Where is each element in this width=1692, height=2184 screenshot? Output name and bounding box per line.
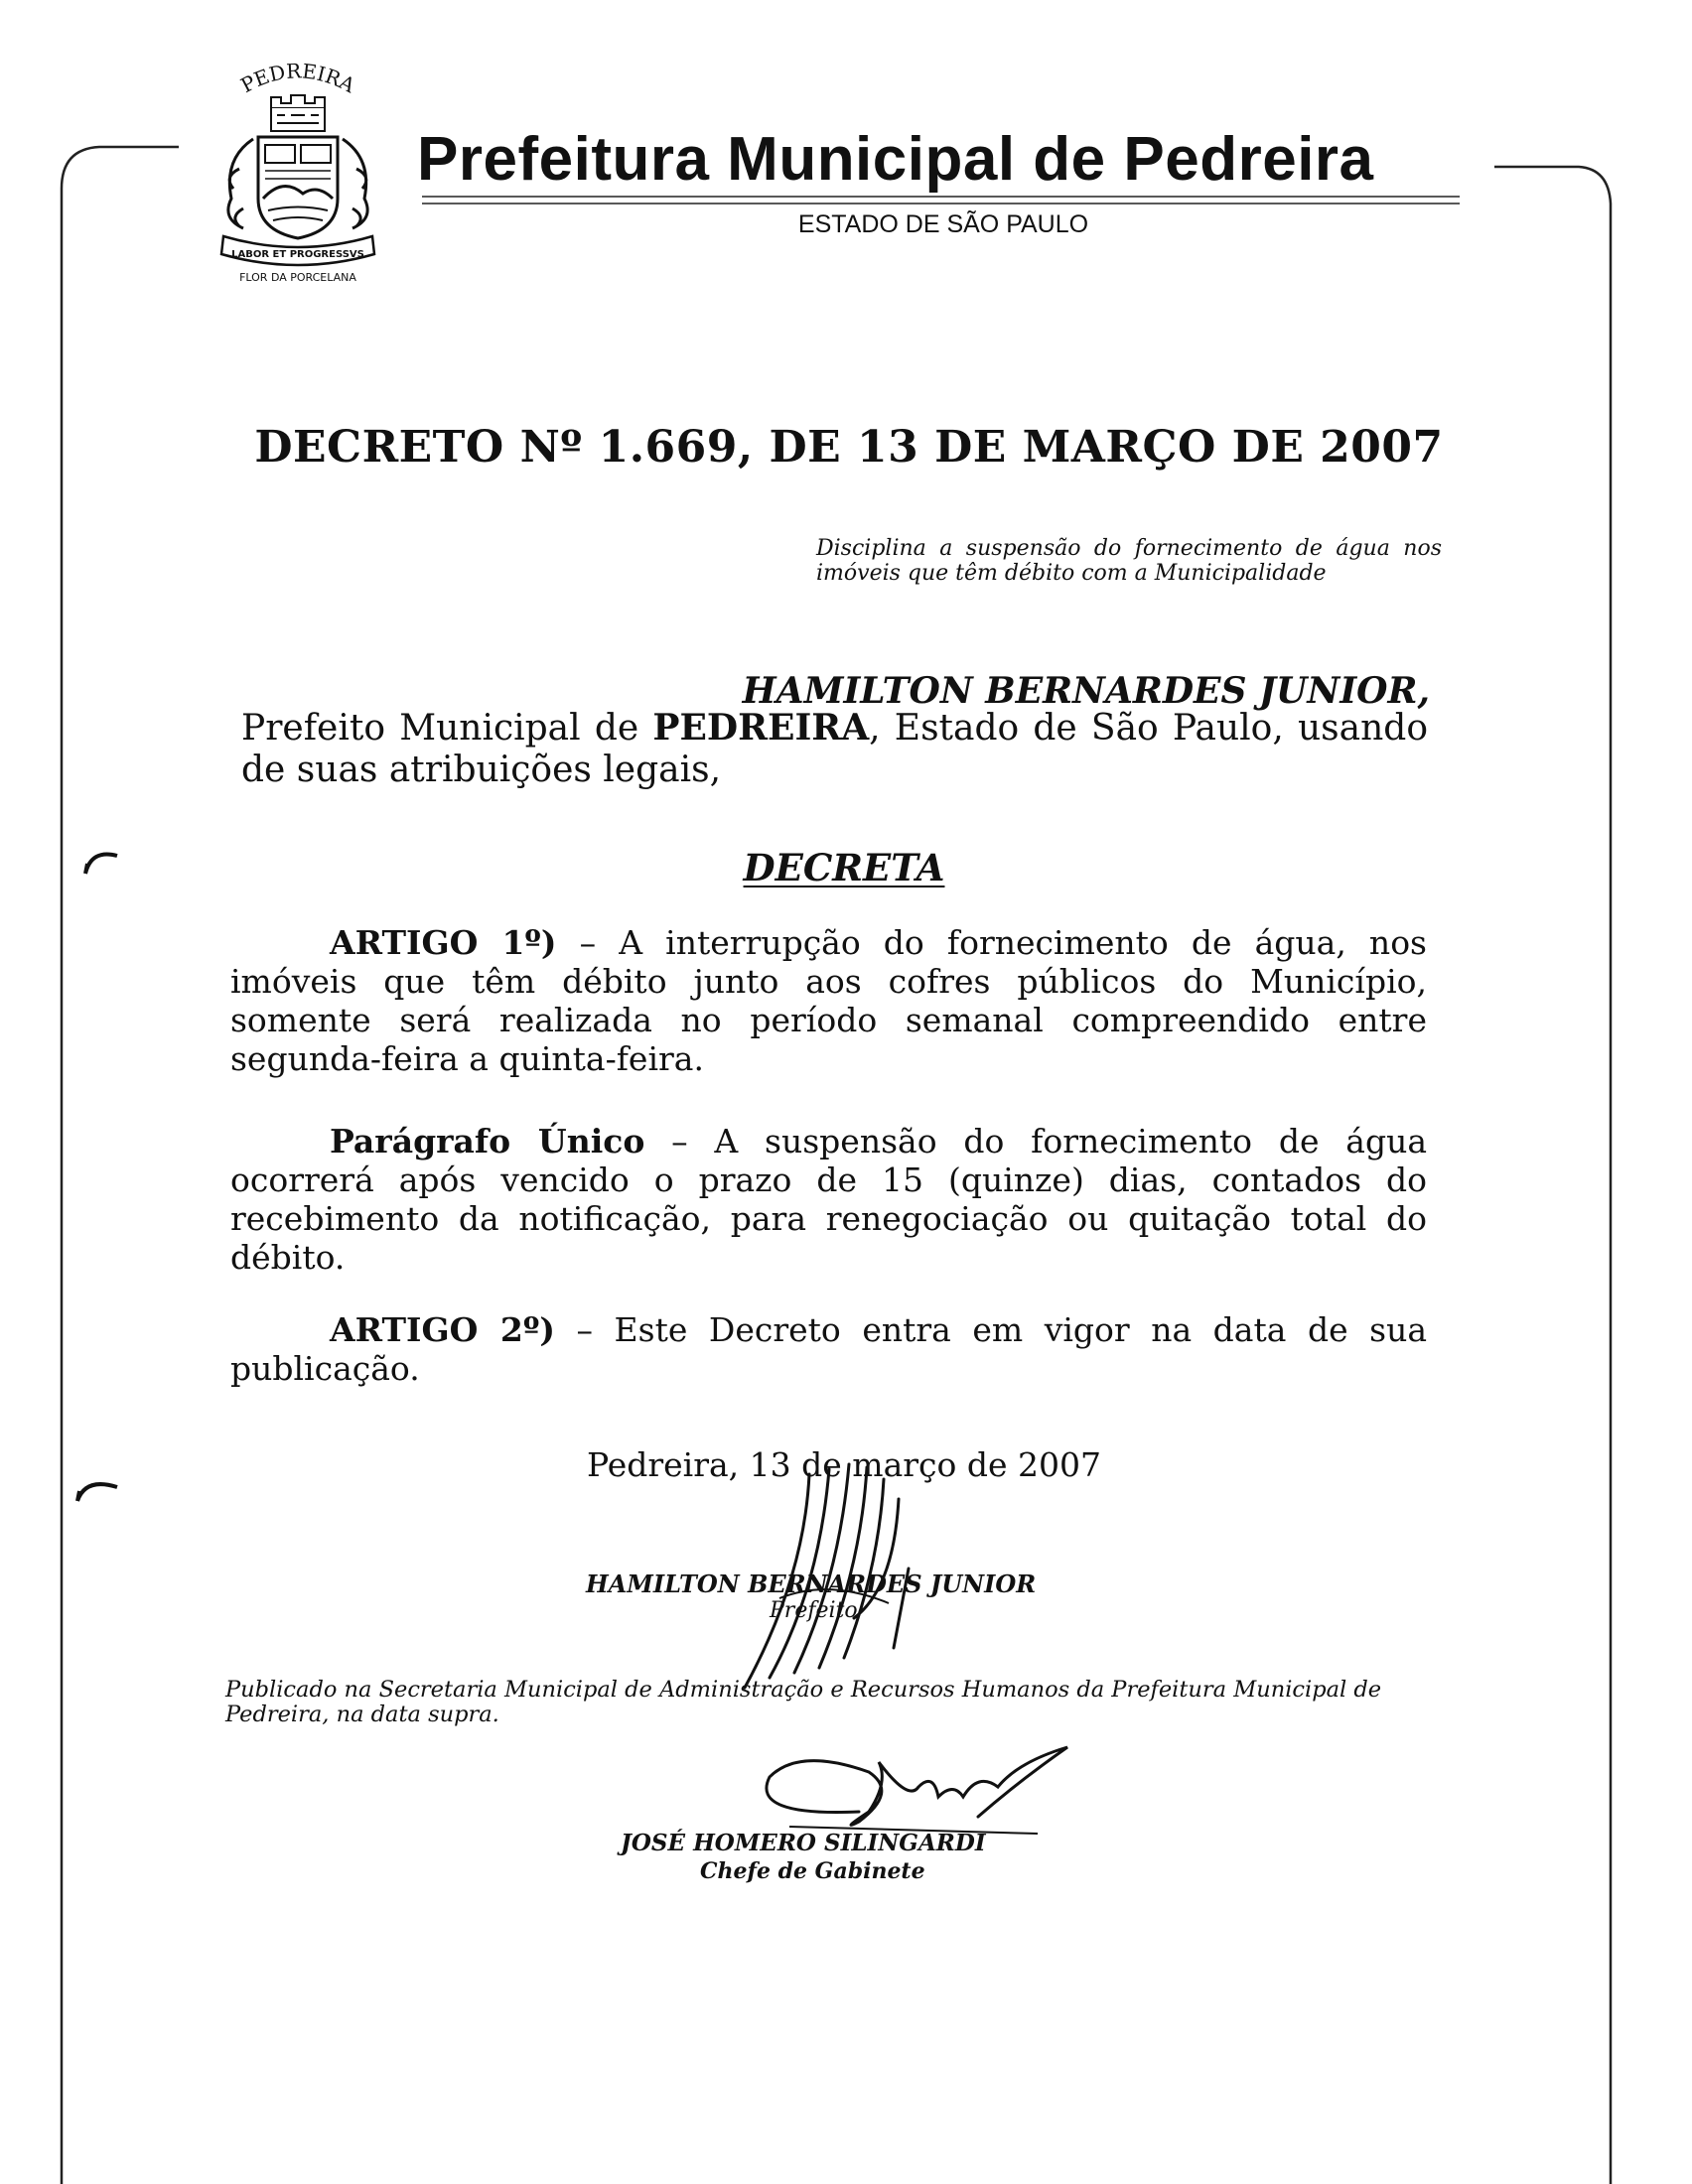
- sole-paragraph-text: – A suspensão do fornecimento de água ocorrerá após vencido o prazo de 15 (quinze) dias, contados do recebimento da notificação, para renegociação ou quitação total do débito.: [230, 1122, 1427, 1277]
- decree-ementa: Disciplina a suspensão do fornecimento de água nos imóveis que têm débito com a Municipalidade: [816, 536, 1442, 586]
- article-1: [230, 923, 1427, 1078]
- decreta-heading: DECRETA: [743, 846, 945, 889]
- crest-arch-text: PEDREIRA: [236, 60, 359, 98]
- title-underline: [422, 197, 1460, 204]
- mayor-name-heading: HAMILTON BERNARDES JUNIOR,: [742, 670, 1430, 712]
- org-title: Prefeitura Municipal de Pedreira: [417, 125, 1374, 194]
- article-1-text: – A interrupção do fornecimento de água, nos imóveis que têm débito junto aos cofres públicos do Município, somente será realizada no período semanal compreendido entre segunda-feira a quinta-feira.: [230, 923, 1427, 1078]
- article-2-label: ARTIGO 2º): [330, 1310, 555, 1349]
- article-2-text: – Este Decreto entra em vigor na data de sua publicação.: [230, 1310, 1427, 1388]
- crest-motto: LABOR ET PROGRESSVS: [231, 249, 364, 260]
- chief-signature-role: Chefe de Gabinete: [700, 1858, 925, 1884]
- decree-title: DECRETO Nº 1.669, DE 13 DE MARÇO DE 2007: [254, 422, 1444, 473]
- article-1-label: ARTIGO 1º): [330, 923, 557, 962]
- frame-right-line: [1494, 167, 1611, 2184]
- mayor-signature-name: HAMILTON BERNARDES JUNIOR: [586, 1570, 1037, 1598]
- article-2: [230, 1310, 1427, 1388]
- preamble-text: Prefeito Municipal de: [241, 708, 653, 749]
- crest-flower-label: FLOR DA PORCELANA: [239, 271, 356, 284]
- svg-text:PEDREIRA: [236, 60, 359, 97]
- mayor-signature-role: Prefeito: [770, 1598, 858, 1623]
- place-date: Pedreira, 13 de março de 2007: [587, 1445, 1101, 1484]
- publication-note: Publicado na Secretaria Municipal de Administração e Recursos Humanos da Prefeitura Municipal de Pedreira, na data supra.: [225, 1677, 1382, 1727]
- coat-of-arms-icon: [204, 60, 392, 293]
- preamble: [241, 707, 1428, 791]
- chief-signature-name: JOSÉ HOMERO SILINGARDI: [621, 1830, 986, 1856]
- sole-paragraph-label: Parágrafo Único: [330, 1122, 645, 1160]
- preamble-city: PEDREIRA: [652, 707, 870, 749]
- sole-paragraph: [230, 1122, 1427, 1277]
- preamble-text: , Estado de São Paulo, usando de suas atribuições legais,: [241, 708, 1428, 790]
- org-state: ESTADO DE SÃO PAULO: [797, 210, 1089, 238]
- binder-hole-mark: [77, 1484, 117, 1501]
- frame-left-line: [62, 147, 179, 2184]
- binder-hole-mark: [85, 854, 117, 874]
- mayor-signature-icon: [710, 1459, 948, 1698]
